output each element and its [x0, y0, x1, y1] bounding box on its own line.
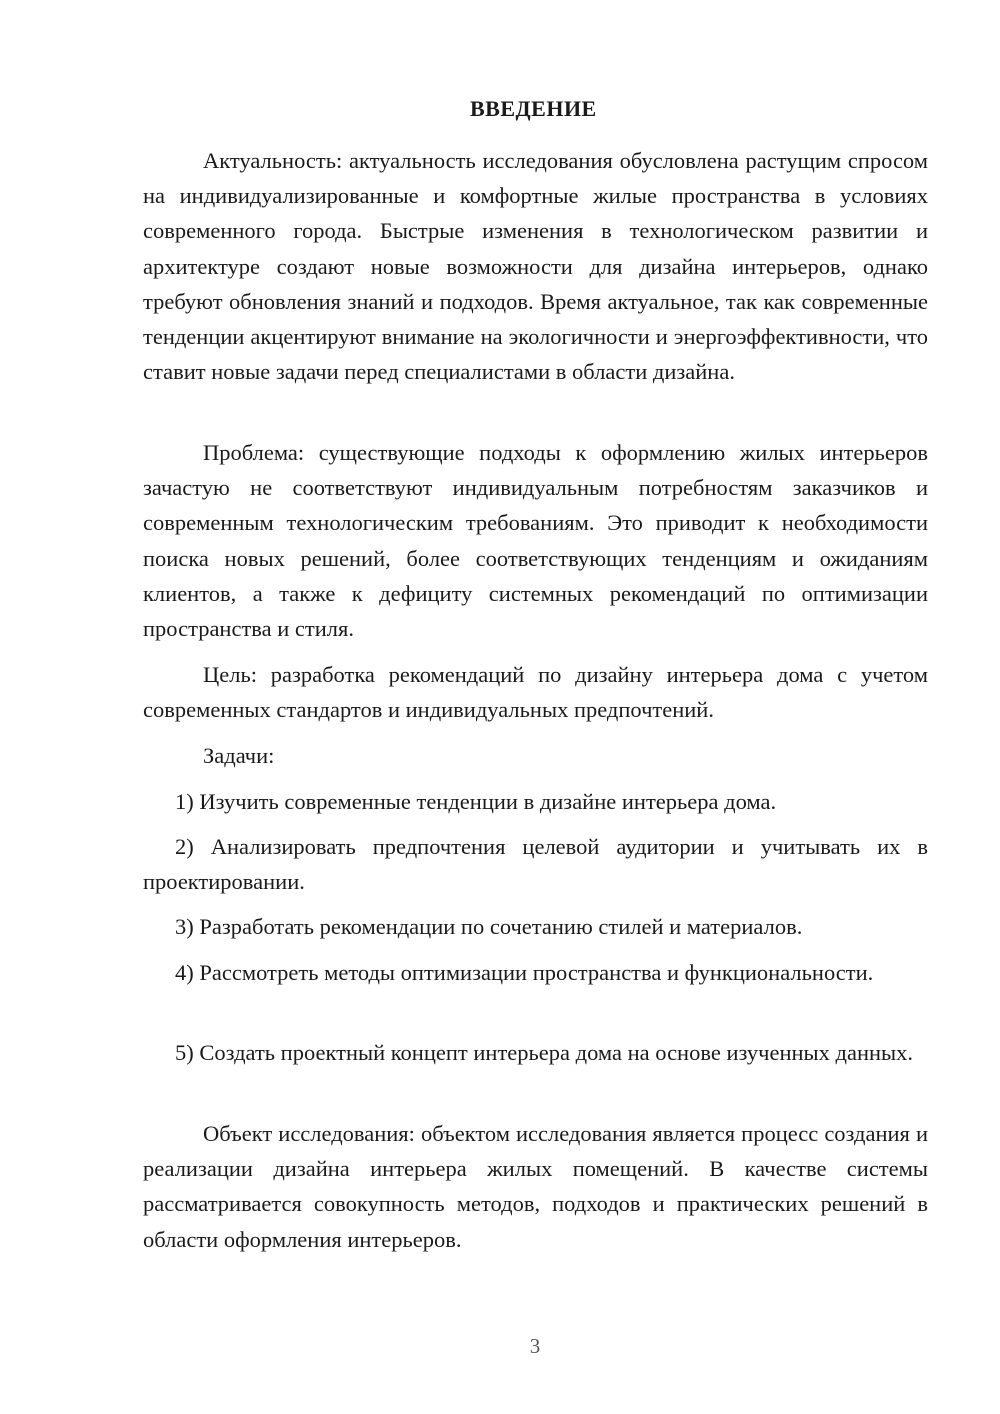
paragraph-problem: Проблема: существующие подходы к оформлению жилых интерьеров зачастую не соответствуют индивидуальным потребностям заказчиков и современным технологическим требованиям. Это приводит к необходимости поиска новых решений, более соответствующих тенденциям и ожиданиям клиентов, а также к дефициту системных рекомендаций по оптимизации пространства и стиля.: [143, 440, 928, 642]
paragraph-object: Объект исследования: объектом исследования является процесс создания и реализации дизайна интерьера жилых помещений. В качестве системы рассматривается совокупность методов, подходов и практических решений в области оформления интерьеров.: [143, 1121, 928, 1252]
page-number: 3: [529, 1334, 541, 1358]
paragraph-relevance: Актуальность: актуальность исследования обусловлена растущим спросом на индивидуализированные и комфортные жилые пространства в условиях современного города. Быстрые изменения в технологическом развитии и архитектуре создают новые возможности для дизайна интерьеров, однако требуют обновления знаний и подходов. Время актуальное, так как современные тенденции акцентируют внимание на экологичности и энергоэффективности, что ставит новые задачи перед специалистами в области дизайна.: [143, 148, 928, 385]
task-item-3: 3) Разработать рекомендации по сочетанию стилей и материалов.: [175, 914, 803, 939]
task-item-2: 2) Анализировать предпочтения целевой аудитории и учитывать их в проектировании.: [143, 834, 928, 895]
paragraph-tasks-label: Задачи:: [203, 743, 275, 768]
paragraph-goal: Цель: разработка рекомендаций по дизайну интерьера дома с учетом современных стандартов и индивидуальных предпочтений.: [143, 662, 928, 723]
section-heading: ВВЕДЕНИЕ: [470, 96, 597, 121]
task-item-1: 1) Изучить современные тенденции в дизайне интерьера дома.: [175, 789, 777, 814]
task-item-5: 5) Создать проектный концепт интерьера дома на основе изученных данных.: [175, 1040, 914, 1065]
task-item-4: 4) Рассмотреть методы оптимизации пространства и функциональности.: [175, 960, 874, 985]
